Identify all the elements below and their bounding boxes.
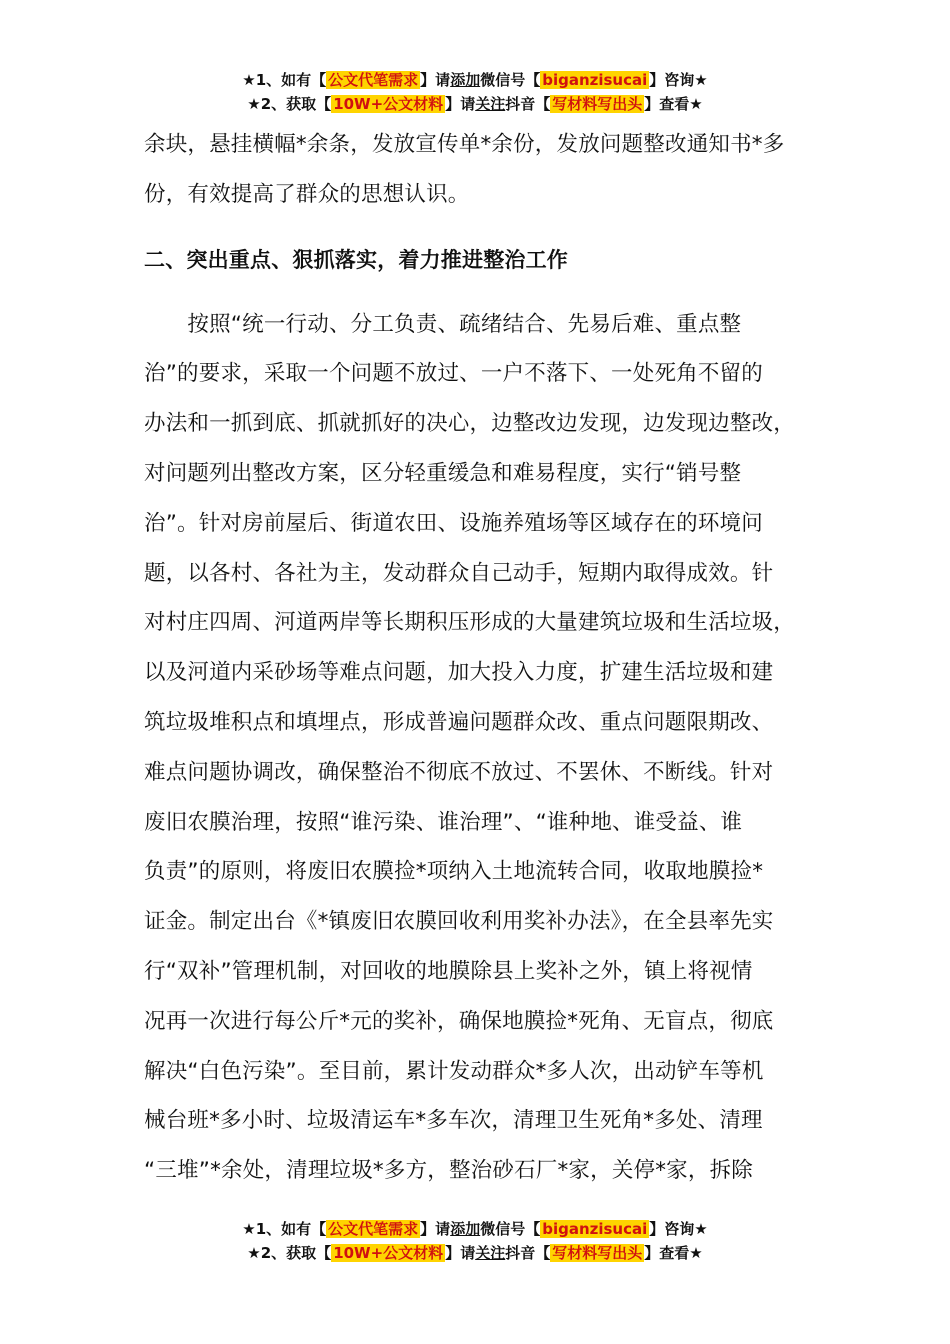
body-line: 证金。制定出台《*镇废旧农膜回收利用奖补办法》，在全县率先实 bbox=[144, 909, 774, 935]
banner-highlight: biganzisucai bbox=[542, 1220, 648, 1238]
banner-highlight: 写材料写出头 bbox=[552, 95, 643, 113]
banner-text: ★2、获取【 bbox=[247, 1244, 332, 1262]
banner-line-1 bbox=[0, 68, 950, 92]
banner-underlined: 关注 bbox=[475, 1244, 506, 1262]
banner-underlined: 关注 bbox=[475, 95, 506, 113]
banner-text: 微信号【 bbox=[480, 1220, 541, 1238]
body-line: 按照“统一行动、分工负责、疏绪结合、先易后难、重点整 bbox=[144, 311, 742, 337]
intro-line: 份，有效提高了群众的思想认识。 bbox=[144, 181, 470, 207]
intro-line: 余块，悬挂横幅*余条，发放宣传单*余份，发放问题整改通知书*多 bbox=[144, 132, 785, 157]
banner-text: 微信号【 bbox=[480, 71, 541, 89]
body-line: 难点问题协调改，确保整治不彻底不放过、不罢休、不断线。针对 bbox=[144, 759, 774, 785]
banner-highlight: 10W+公文材料 bbox=[333, 95, 444, 113]
top-banner bbox=[0, 68, 950, 116]
banner-highlight: biganzisucai bbox=[542, 71, 648, 89]
banner-text: ★1、如有【 bbox=[242, 71, 327, 89]
body-line: 筑垃圾堆积点和填埋点，形成普遍问题群众改、重点问题限期改、 bbox=[144, 709, 774, 735]
body-line: 办法和一抓到底、抓就抓好的决心，边整改边发现，边发现边整改， bbox=[144, 411, 796, 437]
document-body bbox=[144, 120, 834, 1196]
banner-text: 抖音【 bbox=[505, 1244, 551, 1262]
banner-text: 】咨询★ bbox=[649, 71, 708, 89]
banner-text: ★2、获取【 bbox=[247, 95, 332, 113]
banner-text: 抖音【 bbox=[505, 95, 551, 113]
banner-text: 】查看★ bbox=[644, 1244, 703, 1262]
body-line: 负责”的原则，将废旧农膜捡*项纳入土地流转合同，收取地膜捡* bbox=[144, 859, 764, 885]
banner-text: 】请 bbox=[420, 1220, 451, 1238]
banner-text: 】请 bbox=[445, 1244, 476, 1262]
banner-line-2 bbox=[0, 1241, 950, 1265]
body-line: 治”。针对房前屋后、街道农田、设施养殖场等区域存在的环境问 bbox=[144, 510, 763, 536]
body-line: 题，以各村、各社为主，发动群众自己动手，短期内取得成效。针 bbox=[144, 560, 774, 586]
banner-text: 】查看★ bbox=[644, 95, 703, 113]
body-line: 对村庄四周、河道两岸等长期积压形成的大量建筑垃圾和生活垃圾， bbox=[144, 610, 796, 636]
banner-text: ★1、如有【 bbox=[242, 1220, 327, 1238]
banner-highlight: 写材料写出头 bbox=[552, 1244, 643, 1262]
banner-highlight: 公文代笔需求 bbox=[328, 1220, 419, 1238]
banner-text: 】请 bbox=[420, 71, 451, 89]
section-heading: 二、突出重点、狠抓落实，着力推进整治工作 bbox=[144, 247, 568, 272]
banner-text: 】请 bbox=[445, 95, 476, 113]
body-line: 以及河道内采砂场等难点问题，加大投入力度，扩建生活垃圾和建 bbox=[144, 660, 774, 686]
banner-highlight: 公文代笔需求 bbox=[328, 71, 419, 89]
banner-underlined: 添加 bbox=[450, 1220, 481, 1238]
body-line: 械台班*多小时、垃圾清运车*多车次，清理卫生死角*多处、清理 bbox=[144, 1108, 763, 1134]
body-line: 治”的要求，采取一个问题不放过、一户不落下、一处死角不留的 bbox=[144, 361, 763, 387]
banner-underlined: 添加 bbox=[450, 71, 481, 89]
banner-highlight: 10W+公文材料 bbox=[333, 1244, 444, 1262]
body-line: “三堆”*余处，清理垃圾*多方，整治砂石厂*家，关停*家，拆除 bbox=[144, 1158, 753, 1184]
body-line: 况再一次进行每公斤*元的奖补，确保地膜捡*死角、无盲点，彻底 bbox=[144, 1008, 774, 1034]
body-line: 对问题列出整改方案，区分轻重缓急和难易程度，实行“销号整 bbox=[144, 460, 742, 486]
banner-text: 】咨询★ bbox=[649, 1220, 708, 1238]
bottom-banner bbox=[0, 1217, 950, 1265]
body-line: 废旧农膜治理，按照“谁污染、谁治理”、“谁种地、谁受益、谁 bbox=[144, 809, 743, 835]
body-line: 解决“白色污染”。至目前，累计发动群众*多人次，出动铲车等机 bbox=[144, 1058, 764, 1084]
banner-line-1 bbox=[0, 1217, 950, 1241]
banner-line-2 bbox=[0, 92, 950, 116]
body-line: 行“双补”管理机制，对回收的地膜除县上奖补之外，镇上将视情 bbox=[144, 958, 753, 984]
